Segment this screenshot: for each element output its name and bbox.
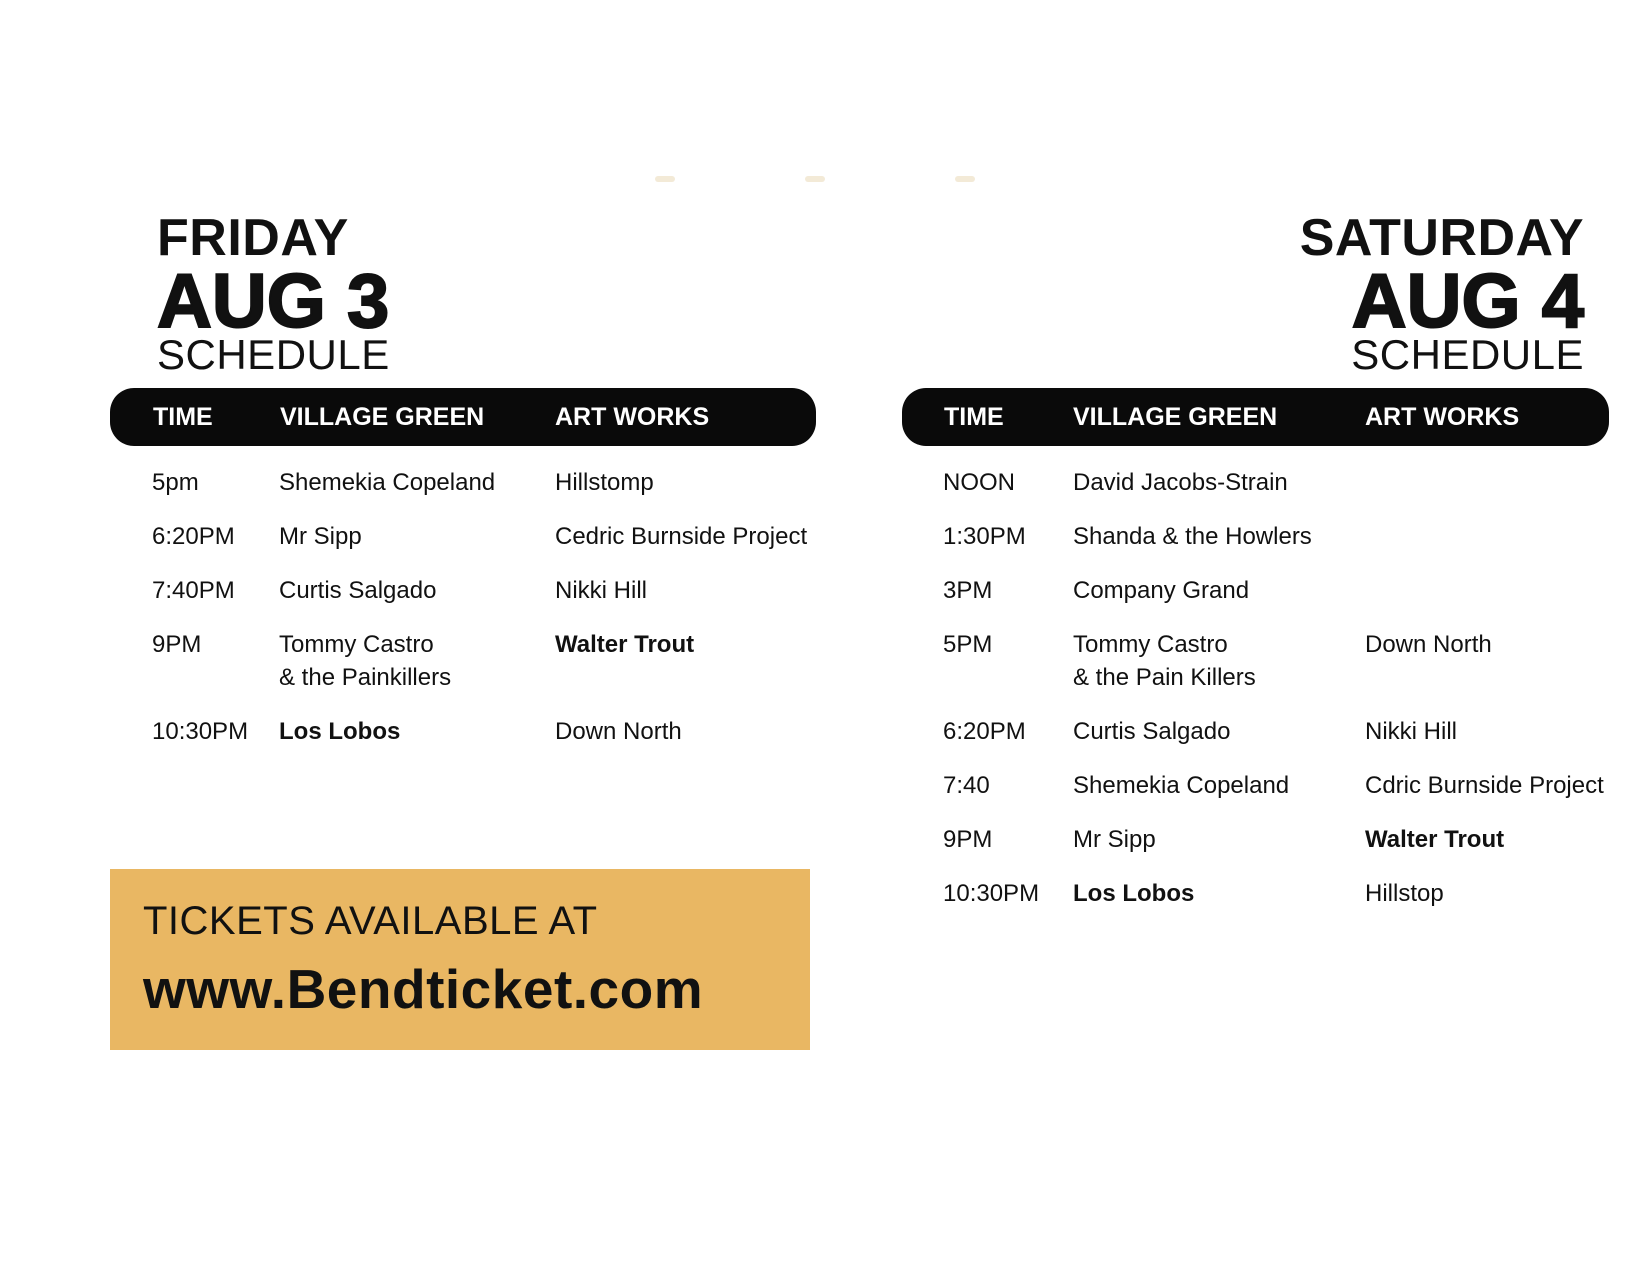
friday-row-time: 10:30PM — [152, 718, 249, 745]
saturday-row-art-works: Hillstop — [1365, 880, 1444, 907]
friday-row-village-green: Tommy Castro — [279, 631, 434, 658]
friday-row-village-green: Los Lobos — [279, 718, 401, 745]
decorative-mark — [805, 176, 825, 182]
saturday-row-village-green: David Jacobs-Strain — [1073, 469, 1288, 496]
saturday-header-time: TIME — [944, 403, 1004, 431]
friday-header-time: TIME — [153, 403, 213, 431]
saturday-row-art-works: Nikki Hill — [1365, 718, 1457, 745]
saturday-row-village-green: Mr Sipp — [1073, 826, 1156, 853]
friday-row-time: 5pm — [152, 469, 199, 496]
friday-row-village-green: Shemekia Copeland — [279, 469, 496, 496]
saturday-row-village-green: Tommy Castro — [1073, 631, 1228, 658]
friday-date: AUG 3 — [157, 259, 390, 344]
saturday-row-art-works: Down North — [1365, 631, 1492, 658]
saturday-row-village-green-line2: & the Pain Killers — [1073, 664, 1256, 691]
saturday-row-time: 1:30PM — [943, 523, 1026, 550]
friday-row-village-green-line2: & the Painkillers — [279, 664, 452, 691]
friday-row-art-works: Walter Trout — [555, 631, 695, 658]
saturday-row-time: 3PM — [943, 577, 993, 604]
friday-day: FRIDAY — [157, 209, 349, 267]
saturday-row-time: 6:20PM — [943, 718, 1026, 745]
saturday-row-art-works: Cdric Burnside Project — [1365, 772, 1604, 799]
friday-row-art-works: Down North — [555, 718, 682, 745]
saturday-row-time: 9PM — [943, 826, 993, 853]
saturday-row-time: 7:40 — [943, 772, 990, 799]
saturday-row-time: 5PM — [943, 631, 993, 658]
friday-row-art-works: Cedric Burnside Project — [555, 523, 808, 550]
saturday-day: SATURDAY — [1299, 209, 1584, 267]
saturday-heading — [1299, 209, 1584, 378]
saturday-schedule-label: SCHEDULE — [1351, 331, 1584, 378]
friday-header-bar — [110, 388, 816, 446]
saturday-date: AUG 4 — [1351, 259, 1584, 344]
friday-row-time: 9PM — [152, 631, 202, 658]
friday-heading — [157, 209, 390, 378]
saturday-row-village-green: Shemekia Copeland — [1073, 772, 1290, 799]
decorative-mark — [655, 176, 675, 182]
saturday-row-art-works: Walter Trout — [1365, 826, 1505, 853]
saturday-row-time: 10:30PM — [943, 880, 1040, 907]
friday-row-art-works: Hillstomp — [555, 469, 654, 496]
friday-header-art-works: ART WORKS — [555, 403, 710, 431]
saturday-header-village-green: VILLAGE GREEN — [1073, 403, 1278, 431]
decorative-mark — [955, 176, 975, 182]
friday-header-village-green: VILLAGE GREEN — [280, 403, 485, 431]
saturday-row-village-green: Company Grand — [1073, 577, 1250, 604]
saturday-header-bar — [902, 388, 1609, 446]
saturday-row-village-green: Curtis Salgado — [1073, 718, 1231, 745]
friday-row-time: 6:20PM — [152, 523, 235, 550]
friday-row-village-green: Mr Sipp — [279, 523, 362, 550]
saturday-header-art-works: ART WORKS — [1365, 403, 1520, 431]
tickets-box — [110, 869, 810, 1050]
saturday-row-village-green: Los Lobos — [1073, 880, 1195, 907]
friday-row-village-green: Curtis Salgado — [279, 577, 437, 604]
friday-row-time: 7:40PM — [152, 577, 235, 604]
tickets-url[interactable]: www.Bendticket.com — [143, 958, 704, 1020]
saturday-row-village-green: Shanda & the Howlers — [1073, 523, 1312, 550]
saturday-row-time: NOON — [943, 469, 1015, 496]
friday-row-art-works: Nikki Hill — [555, 577, 647, 604]
tickets-label: TICKETS AVAILABLE AT — [143, 899, 598, 943]
friday-schedule-label: SCHEDULE — [157, 331, 390, 378]
